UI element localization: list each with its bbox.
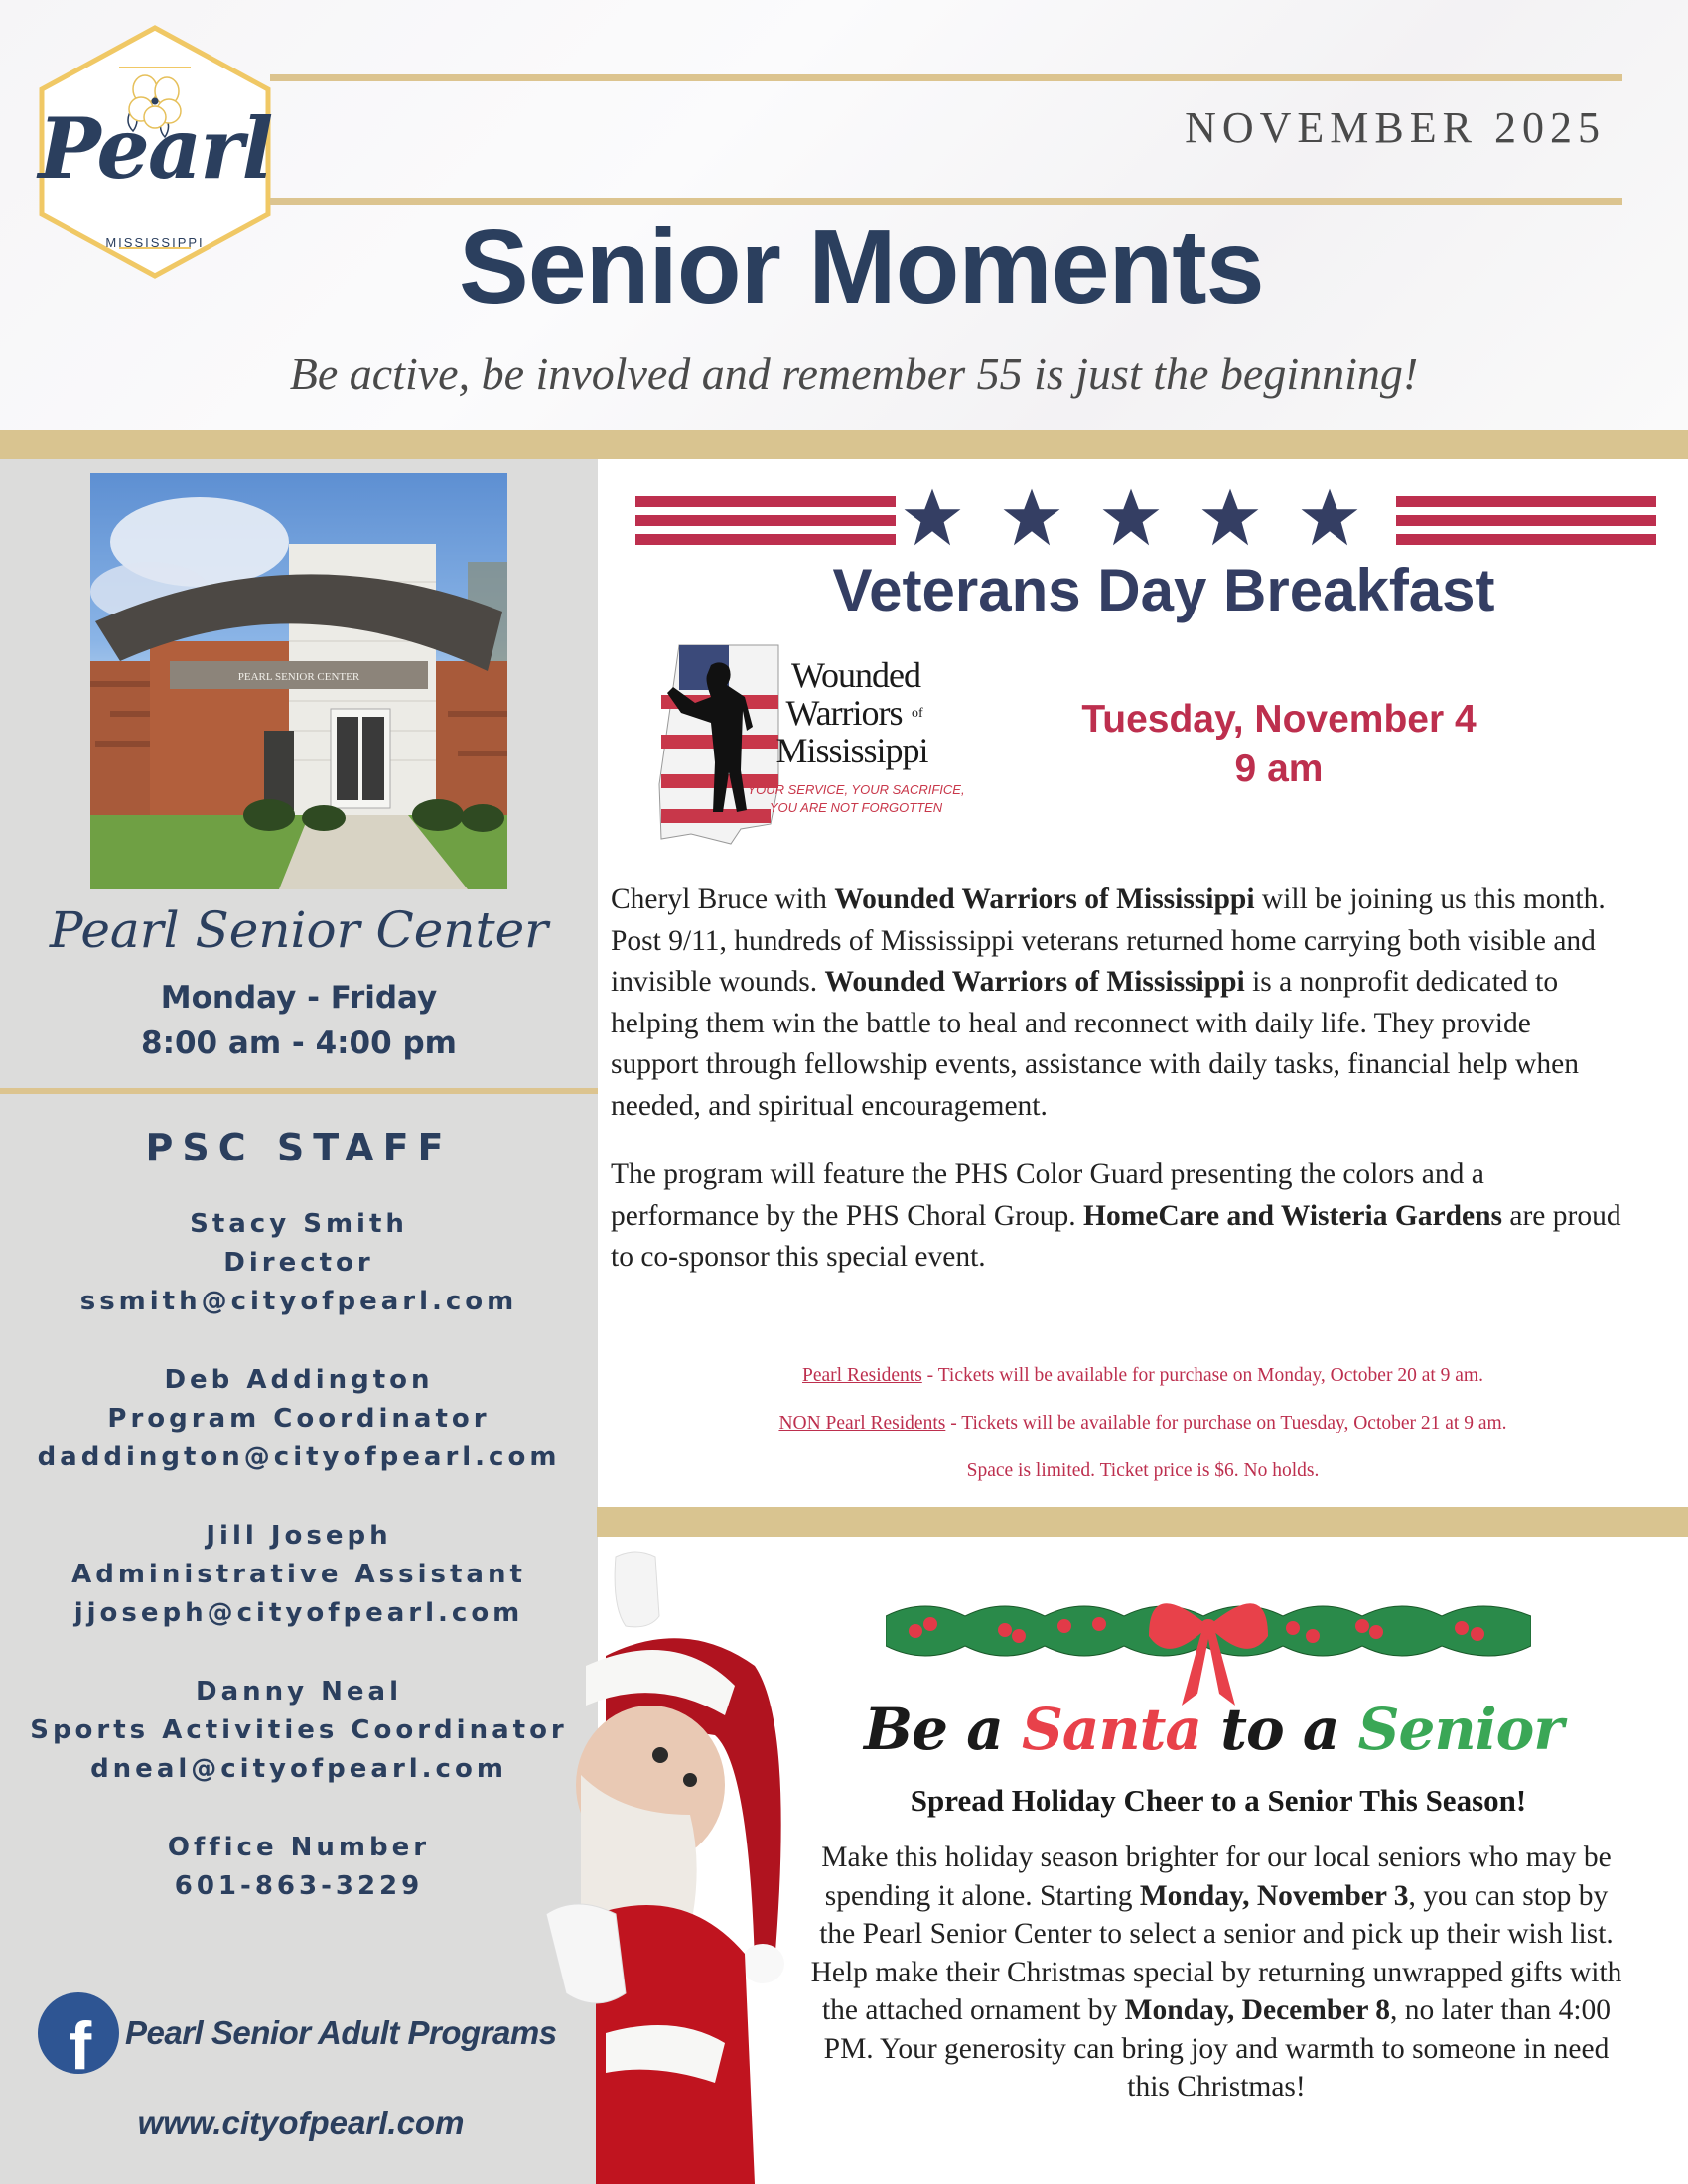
event-time: 9 am: [1234, 748, 1324, 790]
sidebar-gold-divider: [0, 1088, 598, 1094]
office-number-label: Office Number: [167, 1833, 431, 1862]
office-number: [0, 1829, 598, 1906]
facebook-link[interactable]: [38, 1992, 557, 2074]
svg-text:Warriors: Warriors: [785, 693, 903, 733]
sidebar: [0, 459, 598, 2184]
veterans-paragraph-1: Cheryl Bruce with Wounded Warriors of Mississippi will be joining us this month. Post 9/11, hundreds of Mississippi veterans returned home carrying both visible and invisible wounds. Wounded Warriors of Mississippi is a nonprofit dedicated to helping them win the battle to heal and reconnect with daily life. They provide support through fellowship events, assistance with daily tasks, financial help when needed, and spiritual encouragement.: [611, 884, 1606, 1122]
newsletter-header: [0, 0, 1688, 430]
pearl-logo: [38, 24, 272, 280]
star-icon: [902, 486, 963, 548]
holly-garland: [886, 1567, 1531, 1706]
veterans-description: [611, 880, 1623, 1306]
svg-text:Wounded: Wounded: [790, 655, 921, 695]
veterans-title: Veterans Day Breakfast: [832, 557, 1495, 623]
flag-banner: [635, 486, 1656, 546]
open-days: Monday - Friday: [160, 980, 438, 1016]
staff-email-link[interactable]: ssmith@cityofpearl.com: [79, 1287, 518, 1316]
center-hours: [0, 975, 598, 1066]
svg-text:YOUR SERVICE, YOUR SACRIFICE,: YOUR SERVICE, YOUR SACRIFICE,: [747, 782, 965, 797]
staff-list: [0, 1205, 598, 1946]
staff-member: [0, 1205, 598, 1321]
stripes-left: [635, 496, 896, 546]
wounded-warriors-logo: [632, 635, 969, 854]
svg-text:Mississippi: Mississippi: [775, 731, 928, 770]
staff-role: Administrative Assistant: [71, 1560, 526, 1589]
ticket-info: [598, 1352, 1688, 1495]
staff-member: [0, 1361, 598, 1477]
issue-date: NOVEMBER 2025: [1185, 103, 1606, 152]
logo-wordmark: Pearl: [38, 99, 272, 198]
staff-name: Danny Neal: [196, 1677, 402, 1706]
gold-divider: [0, 430, 1688, 459]
staff-heading: PSC STAFF: [145, 1126, 453, 1169]
center-name: Pearl Senior Center: [49, 901, 549, 959]
staff-member: [0, 1517, 598, 1633]
svg-text:of: of: [912, 706, 923, 721]
staff-email-link[interactable]: dneal@cityofpearl.com: [90, 1754, 507, 1784]
santa-subtitle: Spread Holiday Cheer to a Senior This Season!: [910, 1783, 1527, 1818]
tagline: Be active, be involved and remember 55 is just the beginning!: [289, 348, 1419, 399]
staff-role: Sports Activities Coordinator: [30, 1715, 568, 1745]
santa-description: Make this holiday season brighter for our local seniors who may be spending it alone. Starting Monday, November 3, you can stop by the Pearl Senior Center to select a senior and pick up their wish list. Help make their Christmas special by returning unwrapped gifts with the attached ornament by Monday, December 8, no later than 4:00 PM. Your generosity can bring joy and warmth to someone in need this Christmas!: [810, 1842, 1622, 2103]
facebook-page-label: Pearl Senior Adult Programs: [125, 2014, 557, 2051]
senior-center-photo: [90, 473, 507, 889]
stars-row: [902, 486, 1360, 546]
svg-text:PEARL SENIOR CENTER: PEARL SENIOR CENTER: [237, 671, 360, 683]
ticket-line-residents: Pearl Residents - Tickets will be available for purchase on Monday, October 20 at 9 am.: [802, 1365, 1483, 1386]
staff-email-link[interactable]: daddington@cityofpearl.com: [37, 1442, 561, 1472]
ticket-note: Space is limited. Ticket price is $6. No holds.: [966, 1460, 1320, 1481]
staff-name: Deb Addington: [164, 1365, 434, 1395]
logo-state: MISSISSIPPI: [105, 235, 205, 250]
star-icon: [1299, 486, 1360, 548]
star-icon: [1199, 486, 1261, 548]
veterans-day-section: [598, 459, 1688, 1507]
event-date-time: [1043, 695, 1515, 794]
staff-name: Jill Joseph: [206, 1521, 392, 1551]
open-hours: 8:00 am - 4:00 pm: [141, 1025, 457, 1061]
santa-photo: [546, 1537, 784, 2184]
gold-rule-middle: [270, 198, 1622, 205]
newsletter-title: Senior Moments: [459, 208, 1264, 326]
event-date: Tuesday, November 4: [1081, 698, 1477, 741]
facebook-icon: f: [38, 1992, 119, 2074]
office-phone-link[interactable]: 601-863-3229: [174, 1871, 424, 1901]
staff-role: Director: [223, 1248, 374, 1278]
star-icon: [1100, 486, 1162, 548]
gold-divider-2: [597, 1507, 1688, 1537]
website-link[interactable]: www.cityofpearl.com: [137, 2105, 465, 2141]
star-icon: [1001, 486, 1062, 548]
santa-title: Be a Santa to a Senior: [864, 1696, 1563, 1763]
svg-text:YOU ARE NOT FORGOTTEN: YOU ARE NOT FORGOTTEN: [769, 800, 943, 815]
santa-to-senior-section: [598, 1537, 1688, 2184]
staff-role: Program Coordinator: [107, 1404, 491, 1433]
staff-member: [0, 1673, 598, 1789]
gold-rule-top: [270, 74, 1622, 81]
ticket-line-non-residents: NON Pearl Residents - Tickets will be available for purchase on Tuesday, October 21 at 9 am.: [778, 1413, 1507, 1433]
staff-name: Stacy Smith: [190, 1209, 408, 1239]
veterans-paragraph-2: The program will feature the PHS Color Guard presenting the colors and a performance by the PHS Choral Group. HomeCare and Wisteria Gardens are proud to co-sponsor this special event.: [611, 1159, 1621, 1273]
stripes-right: [1396, 496, 1656, 546]
staff-email-link[interactable]: jjoseph@cityofpearl.com: [73, 1598, 524, 1628]
